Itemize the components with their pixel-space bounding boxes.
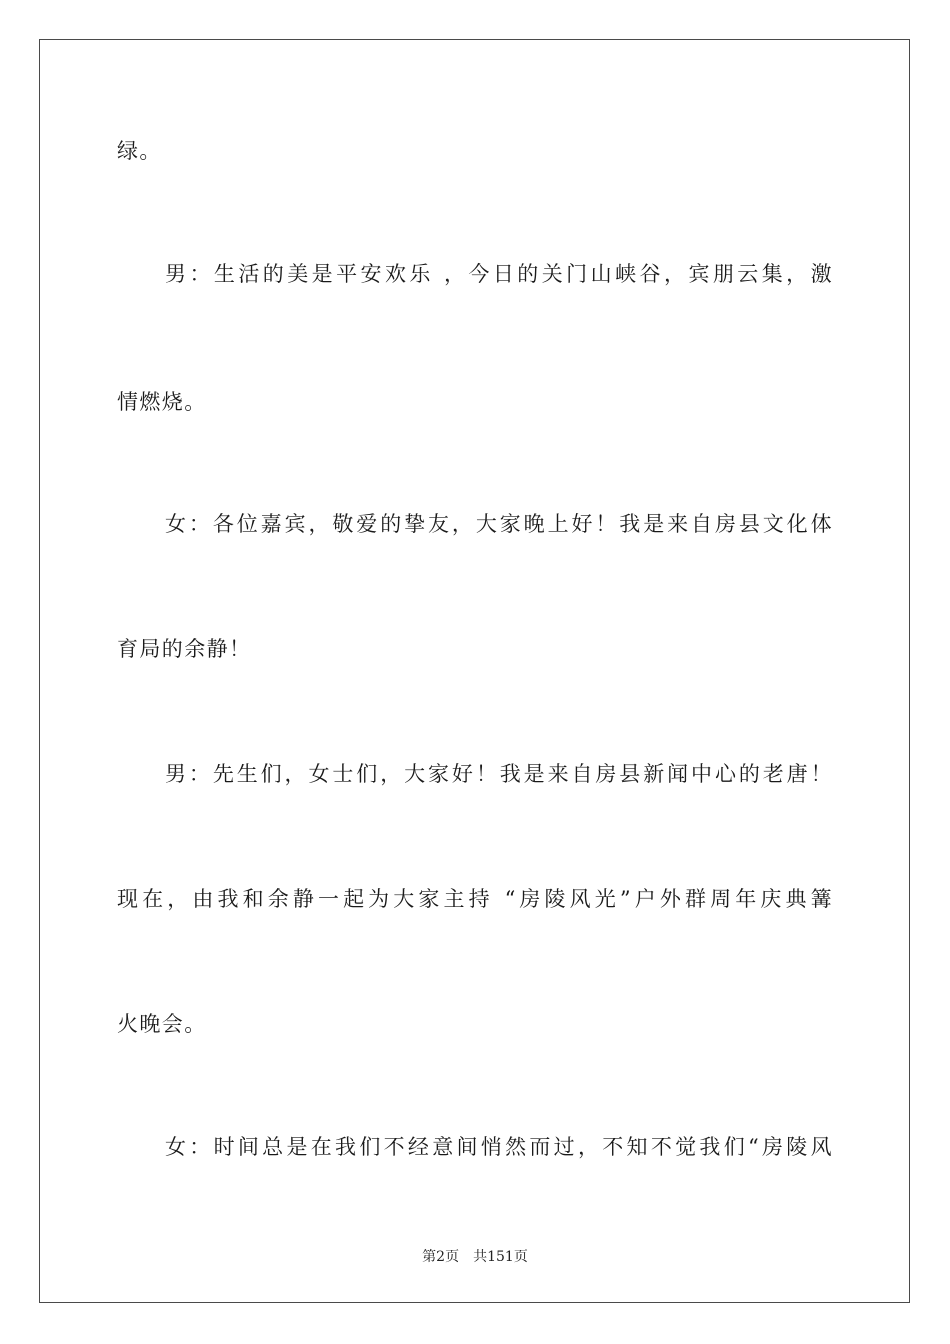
page-number: 第2页 (422, 1249, 460, 1265)
text-line-6: 男：先生们，女士们，大家好！我是来自房县新闻中心的老唐！ (165, 762, 833, 786)
page-footer (0, 1248, 950, 1266)
page-total: 共151页 (473, 1249, 528, 1265)
text-line-8: 火晚会。 (117, 1012, 207, 1036)
text-line-9: 女：时间总是在我们不经意间悄然而过，不知不觉我们“房陵风 (165, 1135, 833, 1159)
text-line-7: 现在，由我和余静一起为大家主持 “房陵风光”户外群周年庆典篝 (117, 887, 833, 911)
page-border (39, 39, 910, 1303)
text-line-5: 育局的余静！ (117, 637, 252, 661)
text-line-2: 男：生活的美是平安欢乐 ，今日的关门山峡谷，宾朋云集，激 (165, 262, 833, 286)
text-line-1: 绿。 (117, 139, 162, 163)
text-line-3: 情燃烧。 (117, 390, 207, 414)
text-line-4: 女：各位嘉宾，敬爱的挚友，大家晚上好！我是来自房县文化体 (165, 512, 833, 536)
